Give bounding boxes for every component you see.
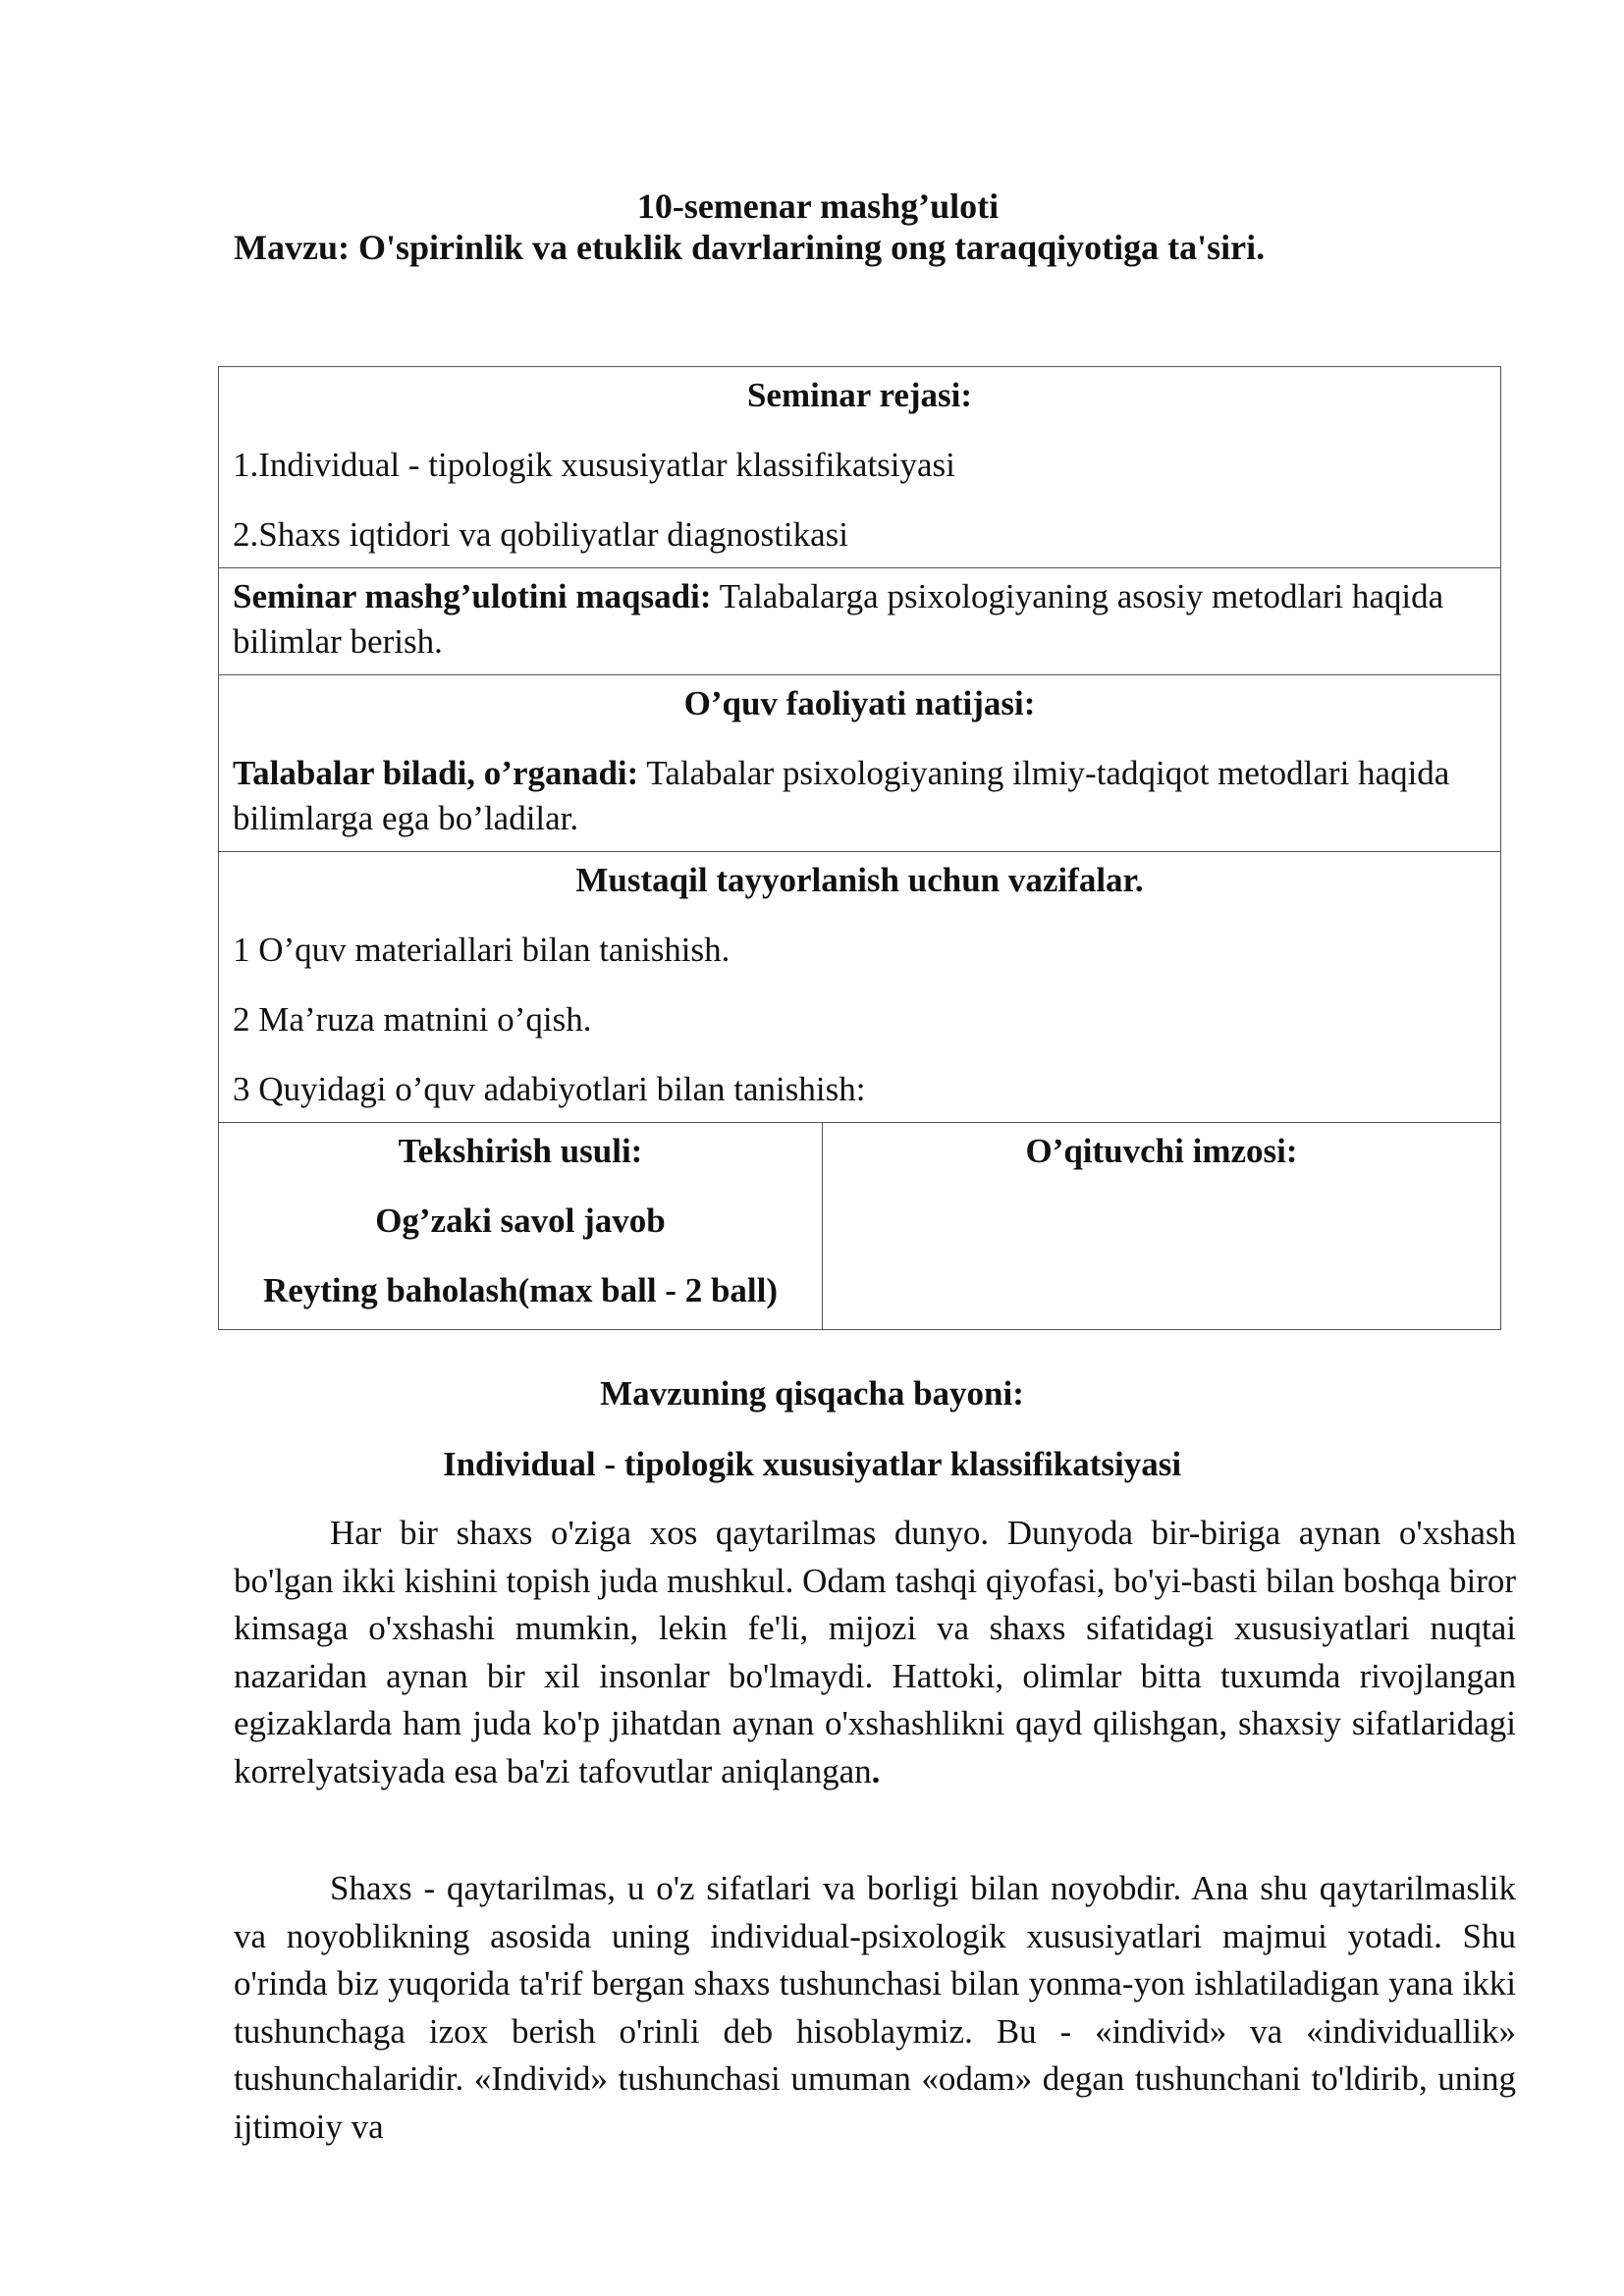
- goal-paragraph: [233, 574, 1487, 665]
- seminar-plan-table: [218, 366, 1501, 1330]
- summary-paragraph-1: [234, 1510, 1516, 1795]
- result-paragraph: [233, 751, 1487, 841]
- result-text: Talabalar psixologiyaning ilmiy-tadqiqot metodlari haqida bilimlarga ega bo’ladilar.: [233, 754, 1450, 837]
- seminar-title: 10-semenar mashg’uloti: [636, 187, 1000, 226]
- result-cell: [219, 675, 1501, 852]
- result-label: Talabalar biladi, o’rganadi:: [233, 754, 639, 792]
- topic-title: Mavzu: O'spirinlik va etuklik davrlarining ong taraqqiyotiga ta'siri.: [234, 228, 1266, 267]
- plan-cell: [219, 367, 1501, 568]
- result-heading: O’quv faoliyati natijasi:: [683, 684, 1036, 722]
- paragraph-1-text: Har bir shaxs o'ziga xos qaytarilmas dunyo. Dunyoda bir-biriga aynan o'xshash bo'lgan ikki kishini topish juda mushkul. Odam tashqi qiyofasi, bo'yi-basti bilan boshqa biror kimsaga o'xshashi mumkin, lekin fe'li, mijozi va shaxs sifatidagi xususiyatlari nuqtai nazaridan aynan bir xil insonlar bo'lmaydi. Hattoki, olimlar bitta tuxumda rivojlangan egizaklarda ham juda ko'p jihatdan aynan o'xshashlikni qayd qilishgan, shaxsiy sifatlaridagi korrelyatsiyada esa ba'zi tafovutlar aniqlangan: [234, 1514, 1516, 1790]
- signature-heading: O’qituvchi imzosi:: [1025, 1132, 1298, 1170]
- plan-item: 1.Individual - tipologik xususiyatlar klassifikatsiyasi: [233, 446, 955, 484]
- goal-label: Seminar mashg’ulotini maqsadi:: [233, 577, 712, 615]
- check-cell: [219, 1123, 823, 1330]
- summary-heading: Mavzuning qisqacha bayoni:: [600, 1374, 1024, 1413]
- tasks-cell: [219, 852, 1501, 1123]
- goal-cell: [219, 568, 1501, 675]
- check-row: [219, 1123, 1501, 1330]
- task-item: 2 Ma’ruza matnini o’qish.: [233, 1000, 592, 1039]
- plan-row: [219, 367, 1501, 568]
- summary-paragraph-2: Shaxs - qaytarilmas, u o'z sifatlari va borligi bilan noyobdir. Ana shu qaytarilmaslik va noyoblikning asosida uning individual-psixologik xususiyatlari majmui yotadi. Shu o'rinda biz yuqorida ta'rif bergan shaxs tushunchasi bilan yonma-yon ishlatiladigan yana ikki tushunchaga izox berish o'rinli deb hisoblaymiz. Bu - «individ» va «individuallik» tushunchalaridir. «Individ» tushunchasi umuman «odam» degan tushunchani to'ldirib, uning ijtimoiy va: [234, 1869, 1516, 2146]
- check-heading: Tekshirish usuli:: [398, 1132, 643, 1170]
- check-item: Reyting baholash(max ball - 2 ball): [262, 1271, 779, 1309]
- plan-heading: Seminar rejasi:: [746, 376, 973, 414]
- summary-subheading: Individual - tipologik xususiyatlar klassifikatsiyasi: [442, 1445, 1182, 1483]
- goal-text: Talabalarga psixologiyaning asosiy metodlari haqida bilimlar berish.: [233, 577, 1444, 661]
- paragraph-1-end: .: [871, 1751, 881, 1790]
- goal-row: [219, 568, 1501, 675]
- check-item: Og’zaki savol javob: [375, 1201, 666, 1240]
- tasks-row: [219, 852, 1501, 1123]
- plan-item: 2.Shaxs iqtidori va qobiliyatlar diagnostikasi: [233, 515, 849, 554]
- signature-cell: [823, 1123, 1501, 1330]
- tasks-heading: Mustaqil tayyorlanish uchun vazifalar.: [575, 861, 1144, 899]
- task-item: 1 O’quv materiallari bilan tanishish.: [233, 931, 731, 969]
- result-row: [219, 675, 1501, 852]
- task-item: 3 Quyidagi o’quv adabiyotlari bilan tanishish:: [233, 1070, 866, 1108]
